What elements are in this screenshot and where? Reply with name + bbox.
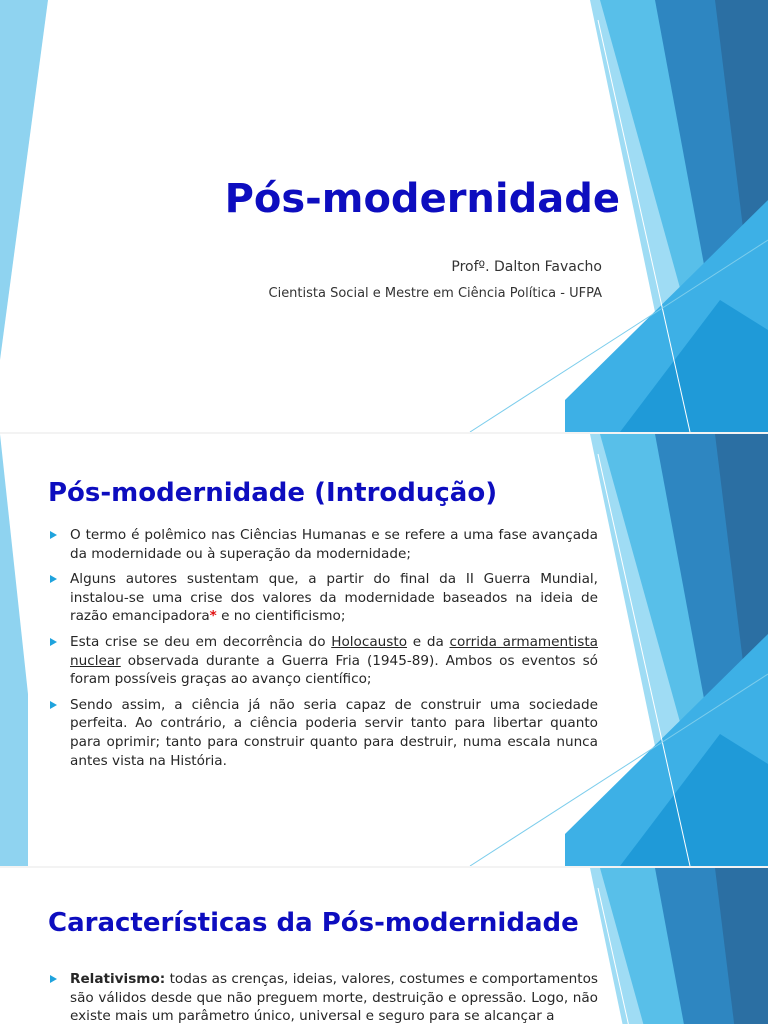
holocausto-link[interactable]: Holocausto	[331, 633, 408, 650]
term-label: Relativismo:	[70, 971, 166, 987]
list-item: Alguns autores sustentam que, a partir do final da II Guerra Mundial, instalou-se uma crise dos valores da modernidade baseados na ideia de razão emancipadora* e no cientificismo;	[48, 570, 598, 626]
corrida-armamentista-link[interactable]: corrida armamentista nuclear	[70, 633, 599, 669]
bullet-arrow-icon	[50, 638, 57, 646]
footnote-star: *	[209, 608, 217, 625]
presentation-title: Pós-modernidade	[224, 176, 620, 222]
bullet-arrow-icon	[50, 975, 57, 983]
characteristics-slide	[0, 868, 768, 1024]
author-name: Profº. Dalton Favacho	[451, 259, 602, 275]
list-item: Sendo assim, a ciência já não seria capaz de construir uma sociedade perfeita. Ao contrário, a ciência poderia servir tanto para libertar quanto para oprimir; tanto para construir quanto para destruir, numa escala nunca antes vista na História.	[48, 696, 598, 770]
bullet-arrow-icon	[50, 701, 57, 709]
bullet-arrow-icon	[50, 575, 57, 583]
list-item: Esta crise se deu em decorrência do Holocausto e da corrida armamentista nuclear observada durante a Guerra Fria (1945-89). Ambos os eventos só foram possíveis graças ao avanço científico;	[48, 633, 598, 689]
bullet-list	[48, 970, 598, 1024]
slide-title: Pós-modernidade (Introdução)	[48, 478, 498, 508]
list-item: O termo é polêmico nas Ciências Humanas e se refere a uma fase avançada da modernidade ou à superação da modernidade;	[48, 526, 598, 563]
slide-title: Características da Pós-modernidade	[48, 908, 579, 938]
title-slide	[0, 0, 768, 432]
author-affiliation: Cientista Social e Mestre em Ciência Política - UFPA	[268, 286, 602, 301]
list-item: Relativismo: todas as crenças, ideias, valores, costumes e comportamentos são válidos desde que não preguem morte, destruição e opressão. Logo, não existe mais um parâmetro único, universal e seguro para se alcançar a	[48, 970, 598, 1024]
bullet-arrow-icon	[50, 531, 57, 539]
bullet-list	[48, 526, 598, 777]
intro-slide	[0, 434, 768, 866]
